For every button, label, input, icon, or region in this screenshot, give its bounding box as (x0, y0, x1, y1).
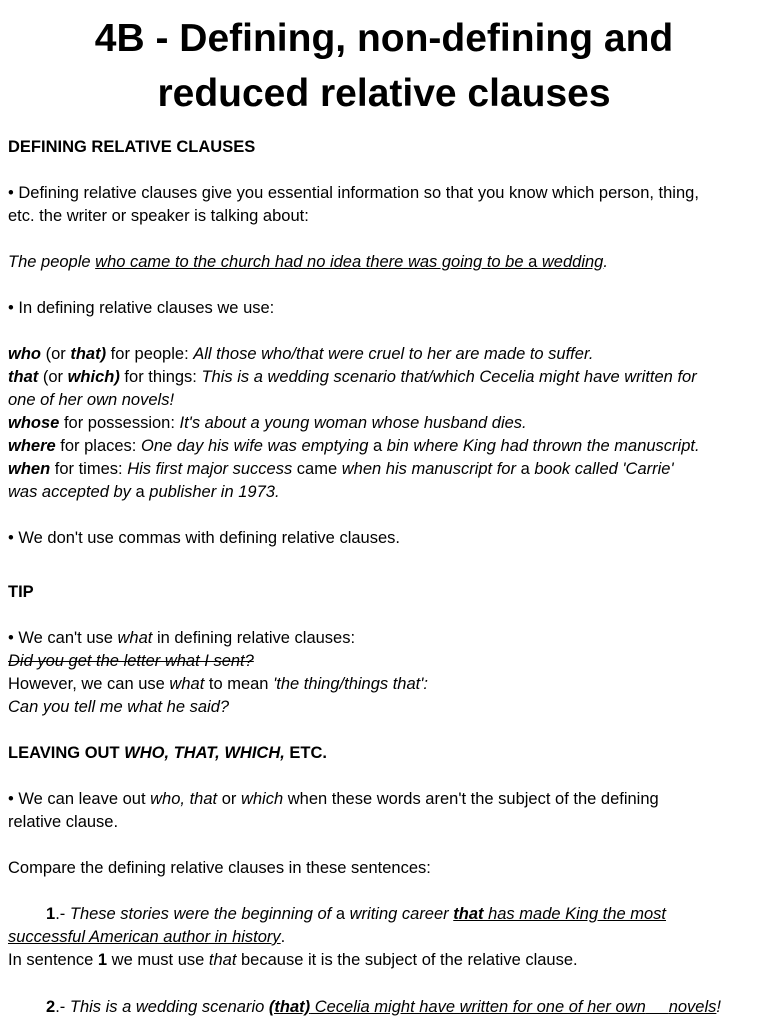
text: a (523, 253, 542, 271)
text: came (296, 460, 338, 478)
bullet-leave-out-line-2: relative clause. (8, 813, 119, 831)
example: writing career (349, 905, 454, 923)
text: (or (38, 368, 68, 386)
sentence-number: 1 (46, 905, 56, 923)
compare-intro: Compare the defining relative clauses in these sentences: (8, 859, 431, 877)
text (646, 998, 669, 1016)
use-that (8, 366, 760, 389)
text: The people (8, 253, 96, 271)
bullet-essential-info-line-2: etc. the writer or speaker is talking about: (8, 207, 309, 225)
use-when-continued (8, 481, 760, 504)
text: in defining relative clauses: (152, 629, 356, 647)
section-heading-defining: DEFINING RELATIVE CLAUSES (8, 138, 256, 156)
example: One day his wife was emptying (140, 437, 369, 455)
example: This is a wedding scenario (69, 998, 269, 1016)
text: for places: (55, 437, 141, 455)
text: .- (55, 998, 70, 1016)
tip-however (8, 673, 760, 696)
example: bin where King had thrown the manuscript. (386, 437, 700, 455)
use-that-continued: one of her own novels! (8, 391, 175, 409)
example: It's about a young woman whose husband dies. (179, 414, 527, 432)
text: for possession: (59, 414, 180, 432)
keyword-that: that (208, 951, 237, 969)
tip-bullet (8, 627, 760, 650)
keyword-who: who (8, 345, 41, 363)
text: because it is the subject of the relative clause. (236, 951, 578, 969)
text: In sentence (8, 951, 98, 969)
keyword-which: which) (67, 368, 120, 386)
tip-correct-example: Can you tell me what he said? (8, 698, 230, 716)
tip-wrong-example: Did you get the letter what I sent? (8, 652, 254, 670)
text: . (280, 928, 286, 946)
text: to mean (204, 675, 274, 693)
example: His first major success (127, 460, 297, 478)
page-title-line-1: 4B - Defining, non-defining and (94, 17, 674, 60)
text: a (331, 905, 350, 923)
text: .- (55, 905, 70, 923)
example: publisher in 1973. (149, 483, 280, 501)
keyword-that: that) (70, 345, 107, 363)
text: we must use (107, 951, 209, 969)
keyword-when: when (8, 460, 51, 478)
sentence-2 (8, 996, 760, 1019)
text: ETC. (284, 744, 327, 762)
example: This is a wedding scenario that/which Cecelia might have written for (201, 368, 697, 386)
text: or (217, 790, 241, 808)
underlined-clause: successful American author in history (8, 928, 281, 946)
underlined-word: novels (668, 998, 717, 1016)
keywords: WHO, THAT, WHICH, (124, 744, 285, 762)
underlined-clause: Cecelia might have written for one of her own (310, 998, 646, 1016)
text: a (130, 483, 150, 501)
text: (or (41, 345, 71, 363)
keyword-that-optional: (that) (268, 998, 311, 1016)
text: • We can't use (8, 629, 118, 647)
page-title-line-2: reduced relative clauses (157, 72, 611, 115)
underlined-clause: who came to the church had no idea there was going to be (95, 253, 524, 271)
bullet-leave-out (8, 788, 760, 811)
example: was accepted by (8, 483, 131, 501)
sentence-number: 2 (46, 998, 56, 1016)
sentence-number: 1 (97, 951, 108, 969)
text: • We can leave out (8, 790, 151, 808)
keyword-that: that (8, 368, 39, 386)
text: when these words aren't the subject of the defining (283, 790, 659, 808)
bullet-no-commas: • We don't use commas with defining relative clauses. (8, 529, 400, 547)
text: . (603, 253, 608, 271)
underlined-clause: has made King the most (483, 905, 667, 923)
example-people-church (8, 251, 760, 274)
use-who (8, 343, 760, 366)
keyword-where: where (8, 437, 56, 455)
keywords: who, that (150, 790, 218, 808)
sentence-1-line-2 (8, 926, 760, 949)
text: for people: (106, 345, 194, 363)
text: a (368, 437, 387, 455)
use-where (8, 435, 760, 458)
text: a (520, 460, 530, 478)
bullet-we-use: • In defining relative clauses we use: (8, 299, 275, 317)
keyword-that: that (453, 905, 484, 923)
text: for times: (50, 460, 128, 478)
example: All those who/that were cruel to her are made to suffer. (193, 345, 594, 363)
text: ! (716, 998, 721, 1016)
keyword-what: what (117, 629, 153, 647)
sentence-1-note (8, 949, 760, 972)
use-when (8, 458, 760, 481)
example: when his manuscript for (337, 460, 521, 478)
keyword-which: which (240, 790, 284, 808)
text: However, we can use (8, 675, 170, 693)
example: These stories were the beginning of (69, 905, 332, 923)
section-heading-leaving-out (8, 742, 760, 765)
use-whose (8, 412, 760, 435)
text: for things: (119, 368, 202, 386)
bullet-essential-info-line-1: • Defining relative clauses give you essential information so that you know which person, thing, (8, 184, 699, 202)
tip-heading: TIP (8, 583, 34, 601)
keyword-whose: whose (8, 414, 60, 432)
example: book called 'Carrie' (529, 460, 674, 478)
keyword-what: what (169, 675, 205, 693)
sentence-1 (8, 903, 760, 926)
underlined-word: wedding (541, 253, 604, 271)
quoted-meaning: 'the thing/things that': (273, 675, 428, 693)
text: LEAVING OUT (8, 744, 125, 762)
